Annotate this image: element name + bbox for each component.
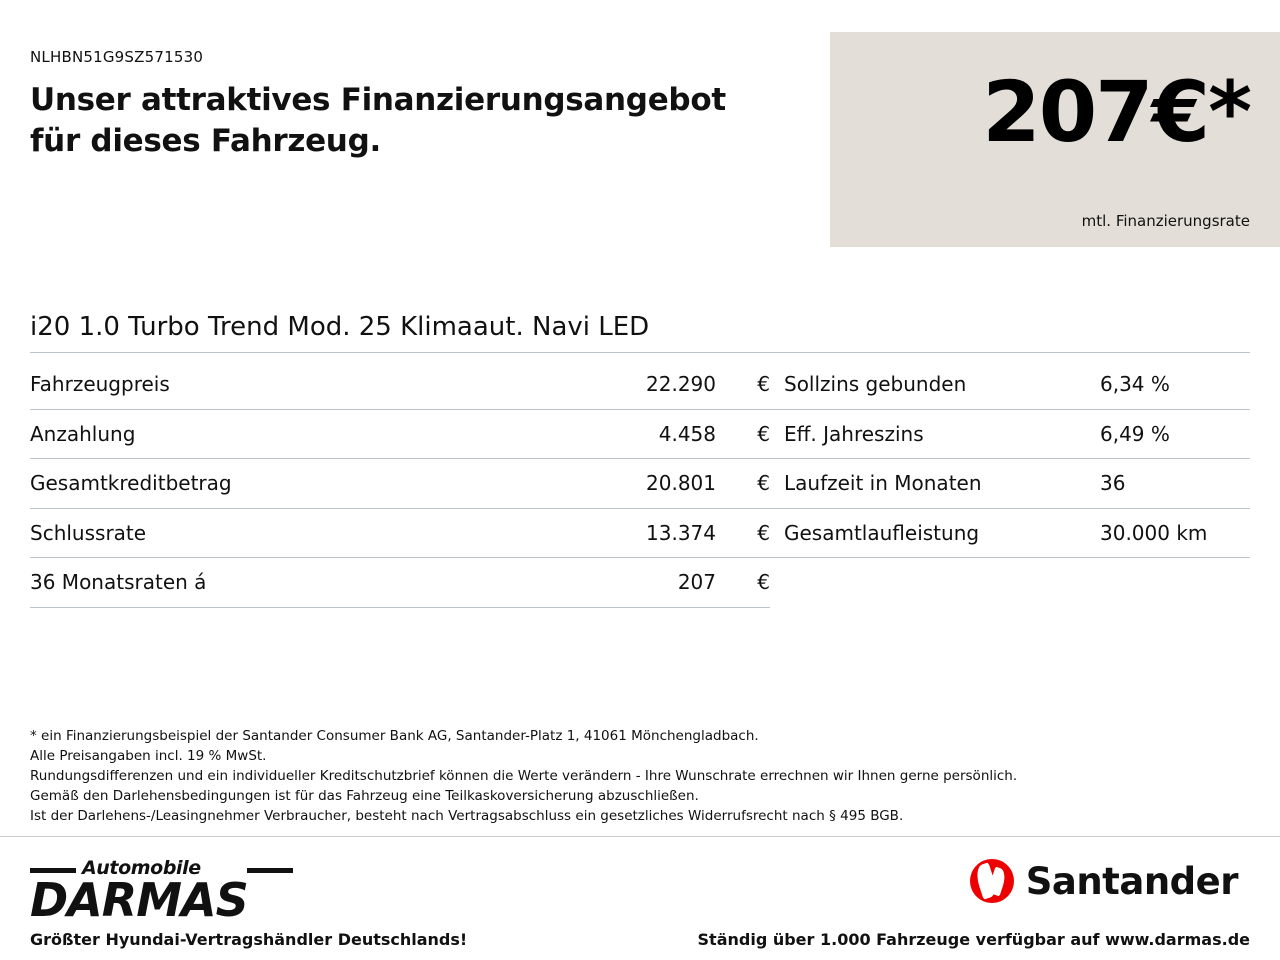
spec-unit: €: [757, 471, 770, 496]
header: [0, 0, 1280, 250]
spec-label: Laufzeit in Monaten: [784, 471, 982, 496]
spec-cell-left: [30, 459, 770, 509]
spec-value: 4.458: [658, 421, 716, 446]
spec-value: 30.000 km: [1100, 520, 1208, 545]
spec-unit: €: [757, 372, 770, 397]
footnotes: [30, 728, 1180, 828]
spec-label: Fahrzeugpreis: [30, 372, 170, 397]
spec-value: 207: [677, 570, 716, 595]
tagline-right: Ständig über 1.000 Fahrzeuge verfügbar auf www.darmas.de: [697, 930, 1250, 949]
spec-label: Schlussrate: [30, 520, 147, 545]
logo-bar-right-icon: [247, 868, 293, 873]
table-row: [30, 410, 1250, 460]
spec-unit: €: [757, 570, 770, 595]
spec-cell-left: [30, 509, 770, 559]
tagline-left: Größter Hyundai-Vertragshändler Deutschlands!: [30, 930, 468, 949]
bank-logo: [970, 859, 1238, 903]
monthly-rate-box: [830, 32, 1280, 247]
finance-specs-table: [30, 360, 1250, 608]
vehicle-vin: NLHBN51G9SZ571530: [30, 48, 204, 66]
dealer-logo-top-text: Automobile: [82, 857, 201, 879]
bank-name: Santander: [1025, 859, 1238, 903]
footnote-line: Gemäß den Darlehensbedingungen ist für das Fahrzeug eine Teilkaskoversicherung abzuschließen.: [30, 787, 699, 804]
page-title-line2: für dieses Fahrzeug.: [30, 123, 381, 160]
spec-label: Gesamtkreditbetrag: [30, 471, 232, 496]
spec-cell-left: [30, 410, 770, 460]
spec-value: 13.374: [646, 520, 716, 545]
monthly-rate-amount: 207€*: [982, 63, 1250, 161]
footnote-line: * ein Finanzierungsbeispiel der Santander Consumer Bank AG, Santander-Platz 1, 41061 Mönchengladbach.: [30, 728, 759, 744]
spec-cell-left: [30, 360, 770, 410]
spec-value: 20.801: [646, 471, 716, 496]
page-title-line1: Unser attraktives Finanzierungsangebot: [30, 82, 726, 118]
vehicle-title: i20 1.0 Turbo Trend Mod. 25 Klimaaut. Navi LED: [30, 312, 1250, 353]
spec-unit: €: [757, 520, 770, 545]
spec-value: 6,49 %: [1100, 421, 1170, 446]
dealer-logo: [30, 851, 330, 925]
monthly-rate-label: mtl. Finanzierungsrate: [1081, 212, 1250, 230]
spec-cell-right: [770, 360, 1250, 410]
spec-label: Anzahlung: [30, 421, 136, 446]
spec-label: 36 Monatsraten á: [30, 570, 207, 595]
spec-label: Eff. Jahreszins: [784, 421, 924, 446]
spec-cell-right: [770, 509, 1250, 559]
spec-value: 22.290: [646, 372, 716, 397]
table-row: [30, 558, 1250, 608]
spec-unit: €: [757, 421, 770, 446]
spec-label: Gesamtlaufleistung: [784, 520, 980, 545]
page-title: [30, 80, 820, 162]
table-row: [30, 459, 1250, 509]
santander-flame-icon: [970, 859, 1014, 903]
dealer-logo-main-text: DARMAS: [30, 873, 248, 927]
footnote-line: Ist der Darlehens-/Leasingnehmer Verbraucher, besteht nach Vertragsabschluss ein gesetzliches Widerrufsrecht nach § 495 BGB.: [30, 807, 904, 824]
table-row: [30, 360, 1250, 410]
spec-value: 6,34 %: [1100, 372, 1170, 397]
spec-cell-left: [30, 558, 770, 608]
spec-cell-right: [770, 459, 1250, 509]
spec-value: 36: [1100, 471, 1126, 496]
spec-label: Sollzins gebunden: [784, 372, 967, 397]
footnote-line: Alle Preisangaben incl. 19 % MwSt.: [30, 747, 267, 764]
spec-cell-right: [770, 558, 1250, 608]
table-row: [30, 509, 1250, 559]
footnote-line: Rundungsdifferenzen und ein individueller Kreditschutzbrief können die Werte verändern - Ihre Wunschrate errechnen wir Ihnen gerne persönlich.: [30, 767, 1018, 784]
spec-cell-right: [770, 410, 1250, 460]
footer: [0, 837, 1280, 960]
